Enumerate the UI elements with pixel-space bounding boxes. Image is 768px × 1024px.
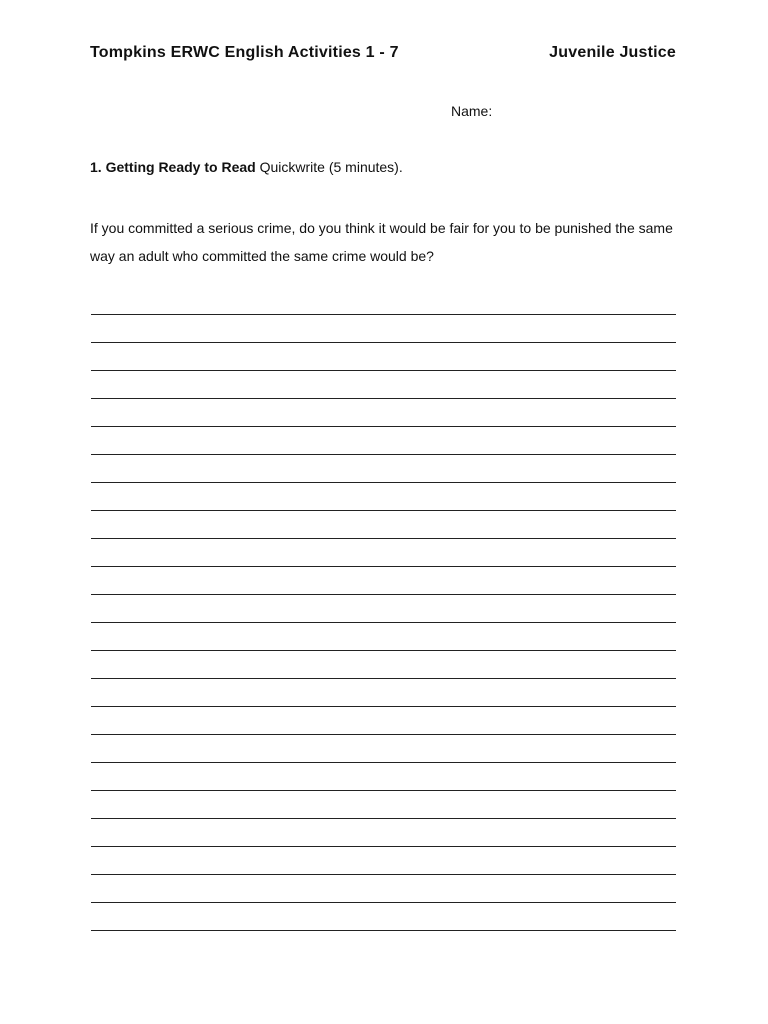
answer-line <box>91 819 676 847</box>
answer-line <box>91 735 676 763</box>
answer-line <box>91 595 676 623</box>
answer-line <box>91 287 676 315</box>
section-subtitle: Quickwrite (5 minutes). <box>255 159 403 175</box>
answer-line <box>91 763 676 791</box>
answer-line <box>91 539 676 567</box>
answer-line <box>91 511 676 539</box>
answer-line <box>91 399 676 427</box>
answer-line <box>91 623 676 651</box>
answer-line <box>91 483 676 511</box>
answer-line <box>91 707 676 735</box>
answer-line <box>91 679 676 707</box>
section-heading <box>90 159 403 175</box>
answer-line <box>91 455 676 483</box>
section-number-title: 1. Getting Ready to Read <box>90 159 256 175</box>
answer-line <box>91 567 676 595</box>
answer-line <box>91 847 676 875</box>
answer-line <box>91 315 676 343</box>
answer-line <box>91 875 676 903</box>
answer-lines <box>91 287 676 931</box>
page-header <box>90 44 676 68</box>
answer-line <box>91 903 676 931</box>
course-title: Tompkins ERWC English Activities 1 - 7 <box>90 44 399 61</box>
answer-line <box>91 651 676 679</box>
answer-line <box>91 791 676 819</box>
answer-line <box>91 343 676 371</box>
answer-line <box>91 427 676 455</box>
name-label: Name: <box>451 103 493 119</box>
answer-line <box>91 371 676 399</box>
unit-title: Juvenile Justice <box>549 44 676 61</box>
quickwrite-prompt: If you committed a serious crime, do you think it would be fair for you to be punished the same way an adult who committed the same crime would be? <box>90 220 673 264</box>
